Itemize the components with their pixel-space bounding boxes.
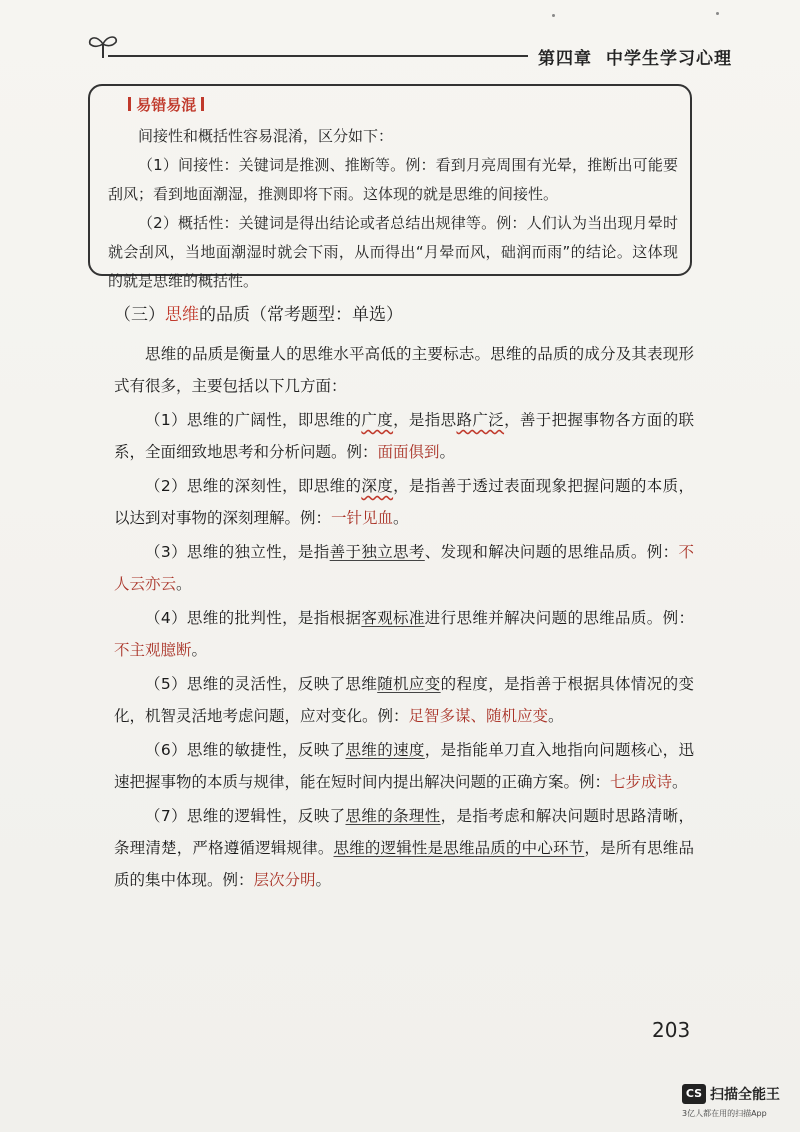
callout-title-text: 易错易混 [136, 96, 197, 114]
example-text: 不主观臆断 [114, 641, 192, 659]
quality-item: （4）思维的批判性，是指根据客观标准进行思维并解决问题的思维品质。例：不主观臆断。 [114, 609, 694, 659]
chapter-title: 中学生学习心理 [606, 49, 732, 69]
chapter-number: 第四章 [538, 49, 592, 69]
quality-item: （6）思维的敏捷性，反映了思维的速度，是指能单刀直入地指向问题核心，迅速把握事物的本质与规律，能在短时间内提出解决问题的正确方案。例：七步成诗。 [114, 741, 694, 791]
quality-item: （1）思维的广阔性，即思维的广度，是指思路广泛，善于把握事物各方面的联系，全面细致地思考和分析问题。例：面面俱到。 [114, 411, 694, 461]
scan-speck [716, 12, 719, 15]
callout-box [88, 84, 692, 290]
main-content [114, 338, 694, 898]
quality-item: （7）思维的逻辑性，反映了思维的条理性，是指考虑和解决问题时思路清晰，条理清楚，严格遵循逻辑规律。思维的逻辑性是思维品质的中心环节，是所有思维品质的集中体现。例：层次分明。 [114, 807, 694, 889]
callout-paragraph: （1）间接性：关键词是推测、推断等。例：看到月亮周围有光晕，推断出可能要刮风；看到地面潮湿，推测即将下雨。这体现的就是思维的间接性。 [108, 156, 678, 203]
camscanner-logo-icon: CS [682, 1084, 706, 1104]
example-text: 不人云亦云 [114, 543, 694, 593]
section-heading [114, 300, 403, 325]
title-bar-right [201, 97, 204, 111]
example-text: 足智多谋、随机应变 [408, 707, 549, 725]
quality-item: （2）思维的深刻性，即思维的深度，是指善于透过表面现象把握问题的本质，以达到对事物的深刻理解。例：一针见血。 [114, 477, 694, 527]
page-number: 203 [652, 1018, 691, 1042]
example-text: 一针见血 [331, 509, 394, 527]
callout-paragraph: （2）概括性：关键词是得出结论或者总结出规律等。例：人们认为当出现月晕时就会刮风，当地面潮湿时就会下雨，从而得出“月晕而风，础润而雨”的结论。这体现的就是思维的概括性。 [108, 214, 678, 290]
callout-paragraph: 间接性和概括性容易混淆，区分如下： [138, 127, 394, 145]
quality-item: （3）思维的独立性，是指善于独立思考、发现和解决问题的思维品质。例：不人云亦云。 [114, 543, 694, 593]
example-text: 七步成诗 [610, 773, 673, 791]
scanner-watermark [672, 1080, 796, 1128]
scanner-tagline: 3亿人都在用的扫描App [682, 1109, 767, 1118]
section-prefix: （三） [114, 305, 165, 325]
scan-speck [552, 14, 555, 17]
scanner-app-name: 扫描全能王 [710, 1087, 780, 1103]
title-bar-left [128, 97, 131, 111]
example-text: 面面俱到 [377, 443, 440, 461]
example-text: 层次分明 [253, 871, 316, 889]
intro-paragraph: 思维的品质是衡量人的思维水平高低的主要标志。思维的品质的成分及其表现形式有很多，主要包括以下几方面： [114, 345, 694, 395]
header-rule [108, 55, 528, 57]
callout-title [128, 94, 678, 116]
quality-item: （5）思维的灵活性，反映了思维随机应变的程度，是指善于根据具体情况的变化，机智灵活地考虑问题，应对变化。例：足智多谋、随机应变。 [114, 675, 694, 725]
section-title-rest: 的品质（常考题型：单选） [199, 305, 403, 325]
chapter-header [538, 44, 732, 69]
section-title-highlight: 思维 [165, 305, 199, 325]
